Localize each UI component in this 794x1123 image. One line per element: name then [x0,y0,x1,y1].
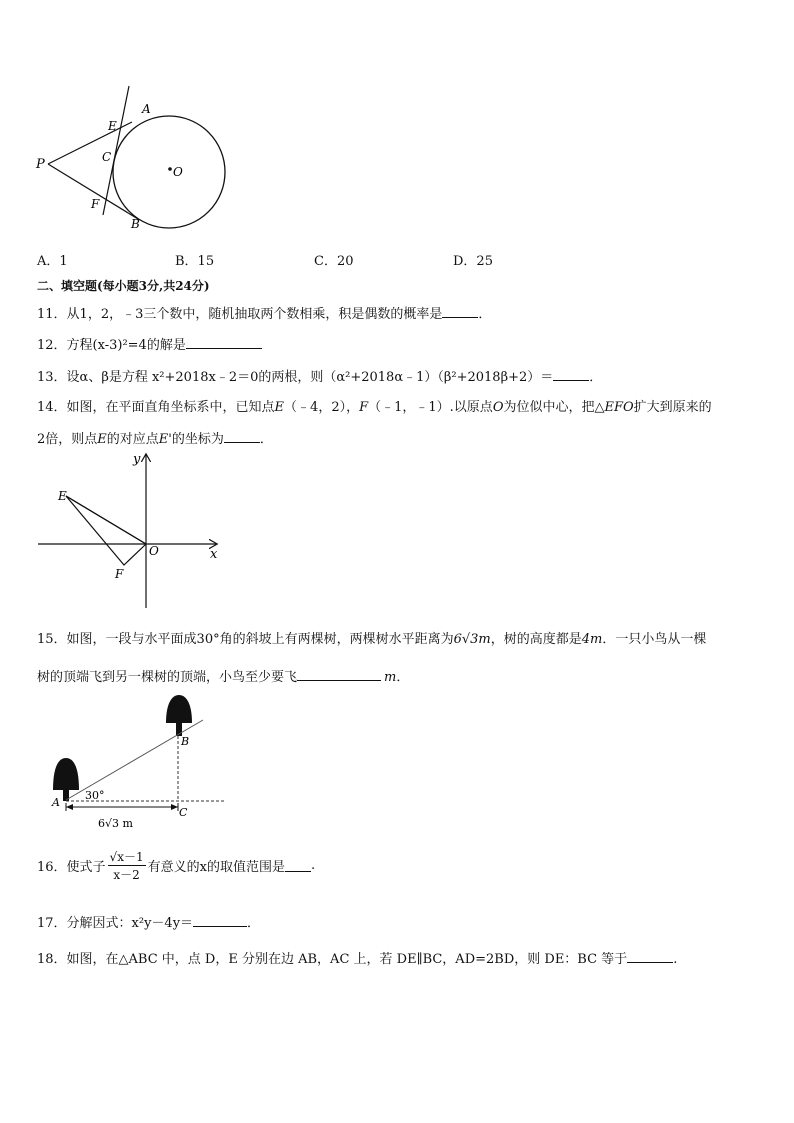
label-c-slope: C [179,806,188,819]
label-e-point: E [58,489,67,503]
option-c[interactable]: C．20 [314,254,354,269]
slope-figure [40,690,240,835]
question-17 [37,912,260,931]
question-11 [37,303,491,322]
q18-text: 18．如图，在△ABC 中，点 D，E 分别在边 AB，AC 上，若 DE∥BC，AD=2BD，则 DE：BC 等于 [37,952,628,967]
q14-f: F [359,400,369,415]
label-f-point: F [115,567,124,581]
q14-coord-e: （﹣4，2）， [284,400,360,415]
q11-end: ． [478,307,492,322]
q16-fraction [108,848,146,883]
q14-end: ． [259,432,273,447]
q15-answer-blank[interactable] [297,668,381,681]
q14-e: E [274,400,285,415]
label-angle: 30° [85,789,105,802]
triangle-efo [66,496,146,565]
q16-end: . [310,858,316,873]
circle-tangent-figure [30,80,230,240]
q17-text: 17．分解因式：x²y－4y＝ [37,916,194,931]
axis-label-y: y [133,452,141,467]
q14-l1b: 为位似中心，把△ [503,400,605,415]
q15-end: ． [396,670,410,685]
q14-e2: E [97,432,107,447]
question-18 [37,948,677,967]
label-a: A [142,102,151,116]
q14-l2a: 2倍，则点 [37,432,98,447]
section-title: 二、填空题(每小题3分,共24分) [37,279,210,293]
q12-answer-blank[interactable] [186,336,262,349]
question-14-line2 [37,428,273,447]
q11-answer-blank[interactable] [442,305,478,318]
q15-l2a: 树的顶端飞到另一棵树的顶端，小鸟至少要飞 [37,670,298,685]
axis-label-x: x [210,547,218,562]
dimension-arrow-left [66,804,73,810]
option-d[interactable]: D．25 [453,254,493,269]
dimension-arrow-right [171,804,178,810]
question-16 [37,848,315,883]
q17-end: ． [247,916,261,931]
q15-l1a: 15．如图，一段与水平面成30°角的斜坡上有两棵树，两棵树水平距离为 [37,632,454,647]
question-15-line2 [37,666,409,685]
tangent-line-pa [48,122,132,164]
label-f: F [91,197,100,211]
segment-eo [66,496,146,544]
q12-text: 12．方程(x-3)²=4的解是 [37,338,186,353]
coordinate-figure [30,448,230,614]
q16-b: 有意义的x的取值范围是 [147,860,285,875]
q13-answer-blank[interactable] [553,368,589,381]
q14-efo: EFO [604,400,634,415]
question-15-line1 [37,628,706,647]
center-dot [168,167,172,171]
q17-answer-blank[interactable] [193,914,247,927]
q16-a: 16．使式子 [37,860,106,875]
label-c: C [102,150,112,164]
q15-l1c: ．一只小鸟从一棵 [602,632,707,647]
q14-l1a: 14．如图，在平面直角坐标系中，已知点 [37,400,275,415]
q18-answer-blank[interactable] [627,950,673,963]
q13-text: 13．设α、β是方程 x²+2018x﹣2＝0的两根，则（α²+2018α﹣1）（β²+2018β+2）＝ [37,370,554,385]
q14-answer-blank[interactable] [224,430,260,443]
q14-coord-f: （﹣1，﹣1）.以原点 [368,400,493,415]
q14-eprime: E' [158,432,172,447]
slope-line [66,720,203,800]
q14-l2b: 的对应点 [106,432,159,447]
option-b[interactable]: B．15 [175,254,215,269]
q14-o: O [492,400,504,415]
label-a-slope: A [52,796,60,809]
label-distance: 6√3 m [98,817,133,830]
circle-o [113,116,225,228]
question-12 [37,334,262,353]
q15-unit: m [384,670,397,685]
q15-dist: 6√3m [453,632,491,647]
label-p: P [36,157,45,172]
q11-text: 11．从1，2，﹣3三个数中，随机抽取两个数相乘，积是偶数的概率是 [37,307,443,322]
q14-l1c: 扩大到原来的 [633,400,712,415]
q18-end: . [673,952,678,967]
q14-l2c: 的坐标为 [171,432,224,447]
label-b-slope: B [181,735,190,748]
label-b: B [131,217,140,231]
tree-a-crown [53,758,79,790]
q13-end: ． [589,370,603,385]
tree-b-crown [166,695,192,723]
q15-l1b: ，树的高度都是 [490,632,582,647]
label-origin: O [149,544,159,558]
q16-denominator: x－2 [113,868,140,882]
option-a[interactable]: A．1 [37,254,68,269]
q15-height: 4m [581,632,603,647]
question-14-line1 [37,396,712,415]
question-13 [37,366,602,385]
label-o: O [173,165,183,179]
label-e: E [108,119,117,133]
q16-numerator: √x－1 [109,850,144,864]
q16-answer-blank[interactable] [285,859,311,872]
